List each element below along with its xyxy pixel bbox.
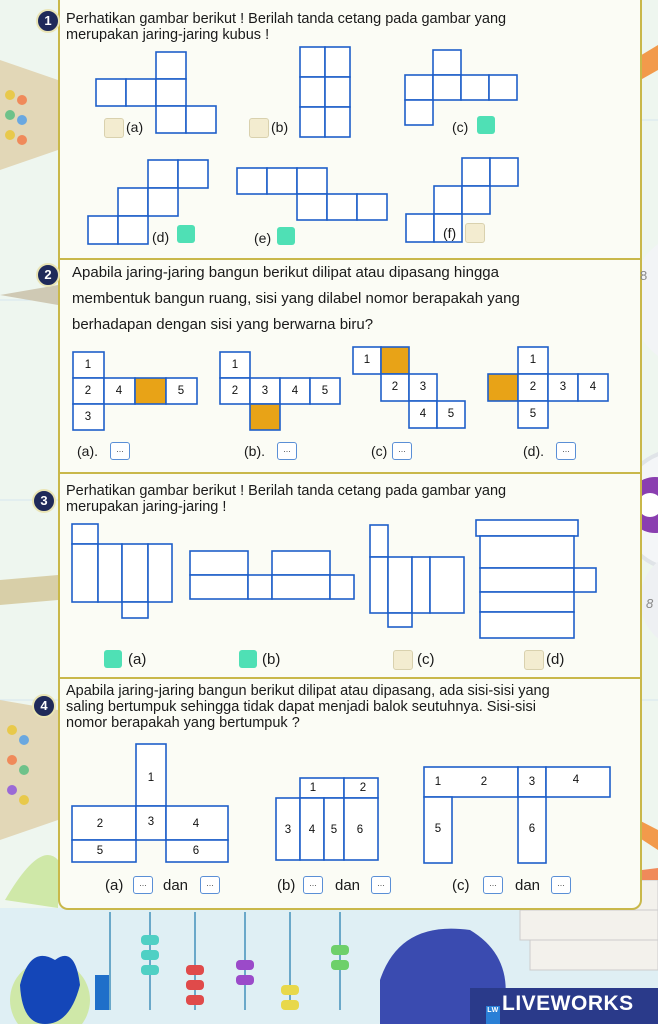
option-label: (f) <box>443 225 457 241</box>
face-label: 2 <box>391 381 399 393</box>
face-label: 3 <box>261 385 269 397</box>
question-number: 3 <box>32 489 56 513</box>
conjunction: dan <box>515 877 541 894</box>
answer-box-b2[interactable]: ... <box>371 876 391 894</box>
cube-net-c <box>405 50 519 128</box>
face-label: 5 <box>434 823 442 835</box>
answer-box-a2[interactable]: ... <box>200 876 220 894</box>
abacus-left-bottom <box>0 700 58 840</box>
liveworks-logo <box>486 992 634 1024</box>
option-label: (a). <box>77 443 98 459</box>
question-line: merupakan jaring-jaring ! <box>66 499 227 515</box>
option-label: (c) <box>417 651 435 668</box>
checkbox-c[interactable] <box>393 650 413 670</box>
face-label: 5 <box>321 385 329 397</box>
option-label: (b) <box>271 119 289 135</box>
option-label: (b) <box>277 877 296 894</box>
checkbox-b[interactable] <box>249 118 269 138</box>
face-label: 4 <box>308 824 316 836</box>
option-label: (a) <box>126 119 144 135</box>
checkbox-d[interactable] <box>524 650 544 670</box>
question-line: Apabila jaring-jaring bangun berikut dilipat atau dipasang hingga <box>72 264 499 281</box>
box-net-4b <box>276 778 382 862</box>
divider <box>58 472 640 474</box>
box-net-a <box>72 524 178 620</box>
question-line: Apabila jaring-jaring bangun berikut dilipat atau dipasang, ada sisi-sisi yang <box>66 683 550 699</box>
face-label: 2 <box>359 782 367 794</box>
face-label: 5 <box>177 385 185 397</box>
highlighted-face <box>381 347 409 374</box>
answer-box-b1[interactable]: ... <box>303 876 323 894</box>
face-label: 2 <box>231 385 239 397</box>
face-label: 4 <box>589 381 597 393</box>
net-2d <box>488 347 612 431</box>
highlighted-face <box>250 404 280 430</box>
side-number: 8 <box>646 596 654 611</box>
face-label: 6 <box>192 845 200 857</box>
face-label: 5 <box>447 408 455 420</box>
question-text <box>72 260 520 338</box>
question-text <box>66 11 506 43</box>
face-label: 1 <box>147 772 155 784</box>
checkbox-e[interactable] <box>277 227 295 245</box>
face-label: 1 <box>529 354 537 366</box>
checkbox-d[interactable] <box>177 225 195 243</box>
question-line: saling bertumpuk sehingga tidak dapat menjadi balok seutuhnya. Sisi-sisi <box>66 699 536 715</box>
question-line: berhadapan dengan sisi yang berwarna biru? <box>72 316 374 333</box>
highlighted-face <box>488 374 518 401</box>
question-line: Perhatikan gambar berikut ! Berilah tanda cetang pada gambar yang <box>66 483 507 499</box>
face-label: 4 <box>192 818 200 830</box>
box-net-4c <box>424 767 614 867</box>
face-label: 5 <box>529 408 537 420</box>
box-net-4a <box>72 744 232 866</box>
option-label: (b). <box>244 443 265 459</box>
face-label: 4 <box>115 385 123 397</box>
option-label: (e) <box>254 230 272 246</box>
option-label: (a) <box>128 651 147 668</box>
face-label: 3 <box>84 411 92 423</box>
cube-net-b <box>300 47 356 139</box>
divider <box>58 677 640 679</box>
question-number: 1 <box>36 9 60 33</box>
checkbox-c[interactable] <box>477 116 495 134</box>
checkbox-f[interactable] <box>465 223 485 243</box>
answer-box-a[interactable]: ... <box>110 442 130 460</box>
checkbox-a[interactable] <box>104 118 124 138</box>
net-2c <box>353 347 473 431</box>
question-text <box>66 683 550 731</box>
face-label: 4 <box>291 385 299 397</box>
face-label: 2 <box>529 381 537 393</box>
face-label: 4 <box>419 408 427 420</box>
face-label: 1 <box>231 359 239 371</box>
box-net-c <box>370 525 466 629</box>
answer-box-a1[interactable]: ... <box>133 876 153 894</box>
option-label: (d) <box>546 651 565 668</box>
face-label: 3 <box>284 824 292 836</box>
question-line: membentuk bangun ruang, sisi yang dilabel nomor berapakah yang <box>72 290 520 307</box>
question-line: merupakan jaring-jaring kubus ! <box>66 27 270 43</box>
face-label: 1 <box>84 359 92 371</box>
face-label: 2 <box>480 776 488 788</box>
answer-box-d[interactable]: ... <box>556 442 576 460</box>
face-label: 3 <box>528 776 536 788</box>
conjunction: dan <box>163 877 189 894</box>
checkbox-b[interactable] <box>239 650 257 668</box>
face-label: 6 <box>356 824 364 836</box>
question-number: 4 <box>32 694 56 718</box>
net-2a <box>73 352 199 434</box>
face-label: 5 <box>330 824 338 836</box>
face-label: 1 <box>363 354 371 366</box>
option-label: (d) <box>152 229 170 245</box>
answer-box-c1[interactable]: ... <box>483 876 503 894</box>
answer-box-b[interactable]: ... <box>277 442 297 460</box>
highlighted-face <box>135 378 166 404</box>
checkbox-a[interactable] <box>104 650 122 668</box>
face-label: 3 <box>419 381 427 393</box>
logo-text: LIVEWORKS <box>502 992 634 1015</box>
question-number: 2 <box>36 263 60 287</box>
cube-net-e <box>237 168 389 224</box>
face-label: 2 <box>96 818 104 830</box>
option-label: (c) <box>452 119 469 135</box>
box-net-d <box>476 520 600 642</box>
option-label: (d). <box>523 443 544 459</box>
face-label: 4 <box>572 774 580 786</box>
box-net-b <box>190 551 356 603</box>
face-label: 1 <box>434 776 442 788</box>
cube-net-f <box>406 158 522 244</box>
logo-badge-icon: LW <box>486 1006 500 1024</box>
face-label: 2 <box>84 385 92 397</box>
option-label: (c) <box>452 877 470 894</box>
option-label: (c) <box>371 443 388 459</box>
face-label: 3 <box>147 816 155 828</box>
answer-box-c2[interactable]: ... <box>551 876 571 894</box>
face-label: 5 <box>96 845 104 857</box>
side-number: 8 <box>640 268 648 283</box>
face-label: 3 <box>559 381 567 393</box>
option-label: (a) <box>105 877 124 894</box>
net-2b <box>220 352 344 434</box>
answer-box-c[interactable]: ... <box>392 442 412 460</box>
question-text <box>66 483 506 515</box>
question-line: nomor berapakah yang bertumpuk ? <box>66 715 300 731</box>
face-label: 6 <box>528 823 536 835</box>
question-line: Perhatikan gambar berikut ! Berilah tanda cetang pada gambar yang <box>66 11 507 27</box>
conjunction: dan <box>335 877 361 894</box>
face-label: 1 <box>309 782 317 794</box>
option-label: (b) <box>262 651 281 668</box>
